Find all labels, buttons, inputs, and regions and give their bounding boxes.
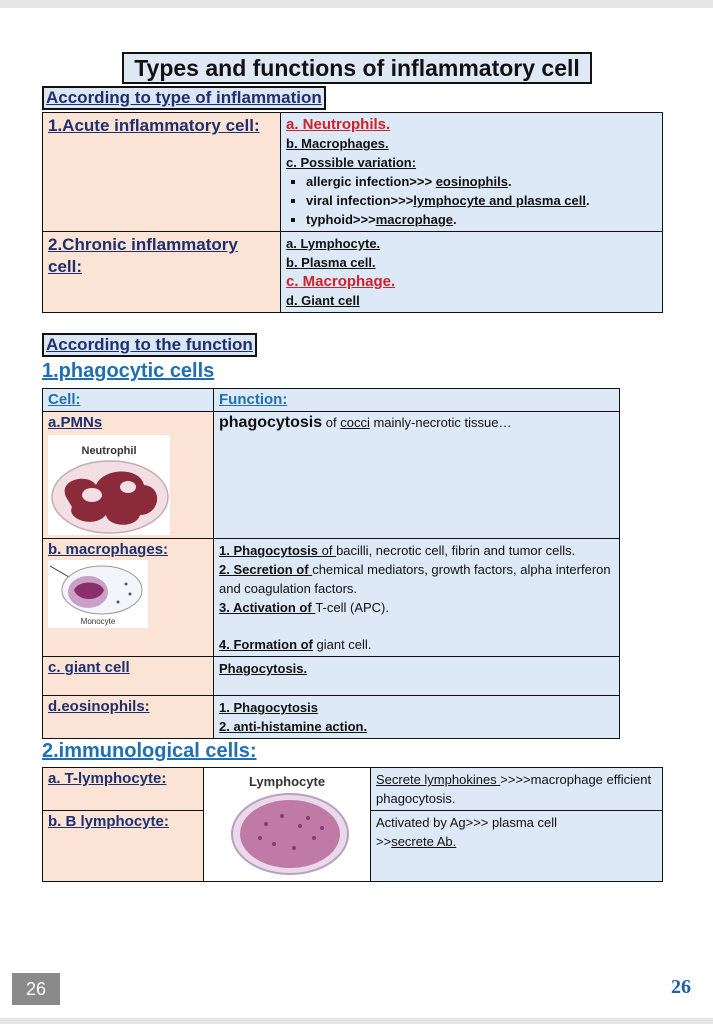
- giant-function: Phagocytosis.: [214, 657, 620, 696]
- section-type-heading: According to type of inflammation: [42, 86, 326, 110]
- col-function-header: Function:: [214, 389, 620, 412]
- eosinophils-cell: d.eosinophils:: [43, 696, 214, 739]
- macrophages-function: 1. Phagocytosis of bacilli, necrotic cell, fibrin and tumor cells. 2. Secretion of chemical mediators, growth factors, alpha interferon and coagulation factors. 3. Activation of T-cell (APC). 4. Formation of giant cell.: [214, 539, 620, 657]
- bottom-border: [0, 1018, 713, 1024]
- eosinophils-function: 1. Phagocytosis 2. anti-histamine action.: [214, 696, 620, 739]
- acute-label: 1.Acute inflammatory cell:: [48, 116, 260, 135]
- giant-cell: c. giant cell: [43, 657, 214, 696]
- neutrophil-image: [48, 435, 170, 535]
- chronic-cells-list: [281, 232, 663, 313]
- page-title: Types and functions of inflammatory cell: [122, 52, 592, 84]
- monocyte-caption: Monocyte: [80, 617, 116, 626]
- macrophages-cell: [43, 539, 214, 657]
- acute-cells-list: [281, 113, 663, 232]
- pmns-label: a.PMNs: [48, 414, 103, 431]
- chronic-label: 2.Chronic inflammatory cell:: [48, 235, 238, 276]
- col-cell-header: Cell:: [43, 389, 214, 412]
- chronic-lymphocyte: a. Lymphocyte.: [286, 236, 381, 251]
- neutrophil-icon: [48, 457, 170, 537]
- acute-cell-label-cell: [43, 113, 281, 232]
- page-number: 26: [671, 976, 691, 998]
- phagocytic-heading: 1.phagocytic cells: [42, 360, 215, 382]
- acute-macrophages: b. Macrophages.: [286, 136, 389, 151]
- acute-neutrophils: a. Neutrophils.: [286, 116, 391, 133]
- chronic-giant: d. Giant cell: [286, 293, 360, 308]
- lymphocyte-caption: Lymphocyte: [248, 774, 326, 789]
- t-lymphocyte-cell: a. T-lymphocyte:: [43, 768, 204, 811]
- list-item: ▪ typhoid>>>macrophage.: [306, 210, 657, 229]
- neutrophil-caption: Neutrophil: [81, 445, 137, 457]
- b-lymphocyte-function: Activated by Ag>>> plasma cell >>secrete Ab.: [371, 811, 663, 882]
- chronic-plasma: b. Plasma cell.: [286, 255, 376, 270]
- pmns-function: phagocytosis of cocci mainly-necrotic tissue…: [214, 412, 620, 539]
- section-function-heading: According to the function: [42, 333, 257, 357]
- table-row: [43, 768, 663, 811]
- table-row: [43, 113, 663, 232]
- list-item: ▪ viral infection>>>lymphocyte and plasma cell.: [306, 191, 657, 210]
- table-row: [43, 539, 620, 657]
- monocyte-icon: [48, 560, 148, 616]
- lymphocyte-image-cell: [204, 768, 371, 882]
- table-row: [43, 657, 620, 696]
- page-number-box: 26: [12, 973, 60, 1005]
- table-row: [43, 696, 620, 739]
- phagocytic-table: [42, 388, 620, 739]
- table-row: [43, 232, 663, 313]
- table-row: [43, 412, 620, 539]
- chronic-macrophage: c. Macrophage.: [286, 273, 396, 290]
- table-row: [43, 389, 620, 412]
- pmns-cell: [43, 412, 214, 539]
- chronic-cell-label-cell: [43, 232, 281, 313]
- monocyte-image: [48, 560, 148, 628]
- lymphocyte-image: [204, 768, 370, 878]
- acute-variation: c. Possible variation:: [286, 155, 417, 170]
- inflammation-type-table: [42, 112, 663, 313]
- list-item: ▪ allergic infection>>> eosinophils.: [306, 172, 657, 191]
- immunological-heading: 2.immunological cells:: [42, 740, 257, 762]
- top-border: [0, 0, 713, 8]
- t-lymphocyte-function: Secrete lymphokines >>>>macrophage efficient phagocytosis.: [371, 768, 663, 811]
- b-lymphocyte-cell: b. B lymphocyte:: [43, 811, 204, 882]
- variation-list: [286, 172, 657, 229]
- lymphocyte-icon: [204, 790, 370, 878]
- immunological-table: [42, 767, 663, 882]
- macrophages-label: b. macrophages:: [48, 541, 169, 558]
